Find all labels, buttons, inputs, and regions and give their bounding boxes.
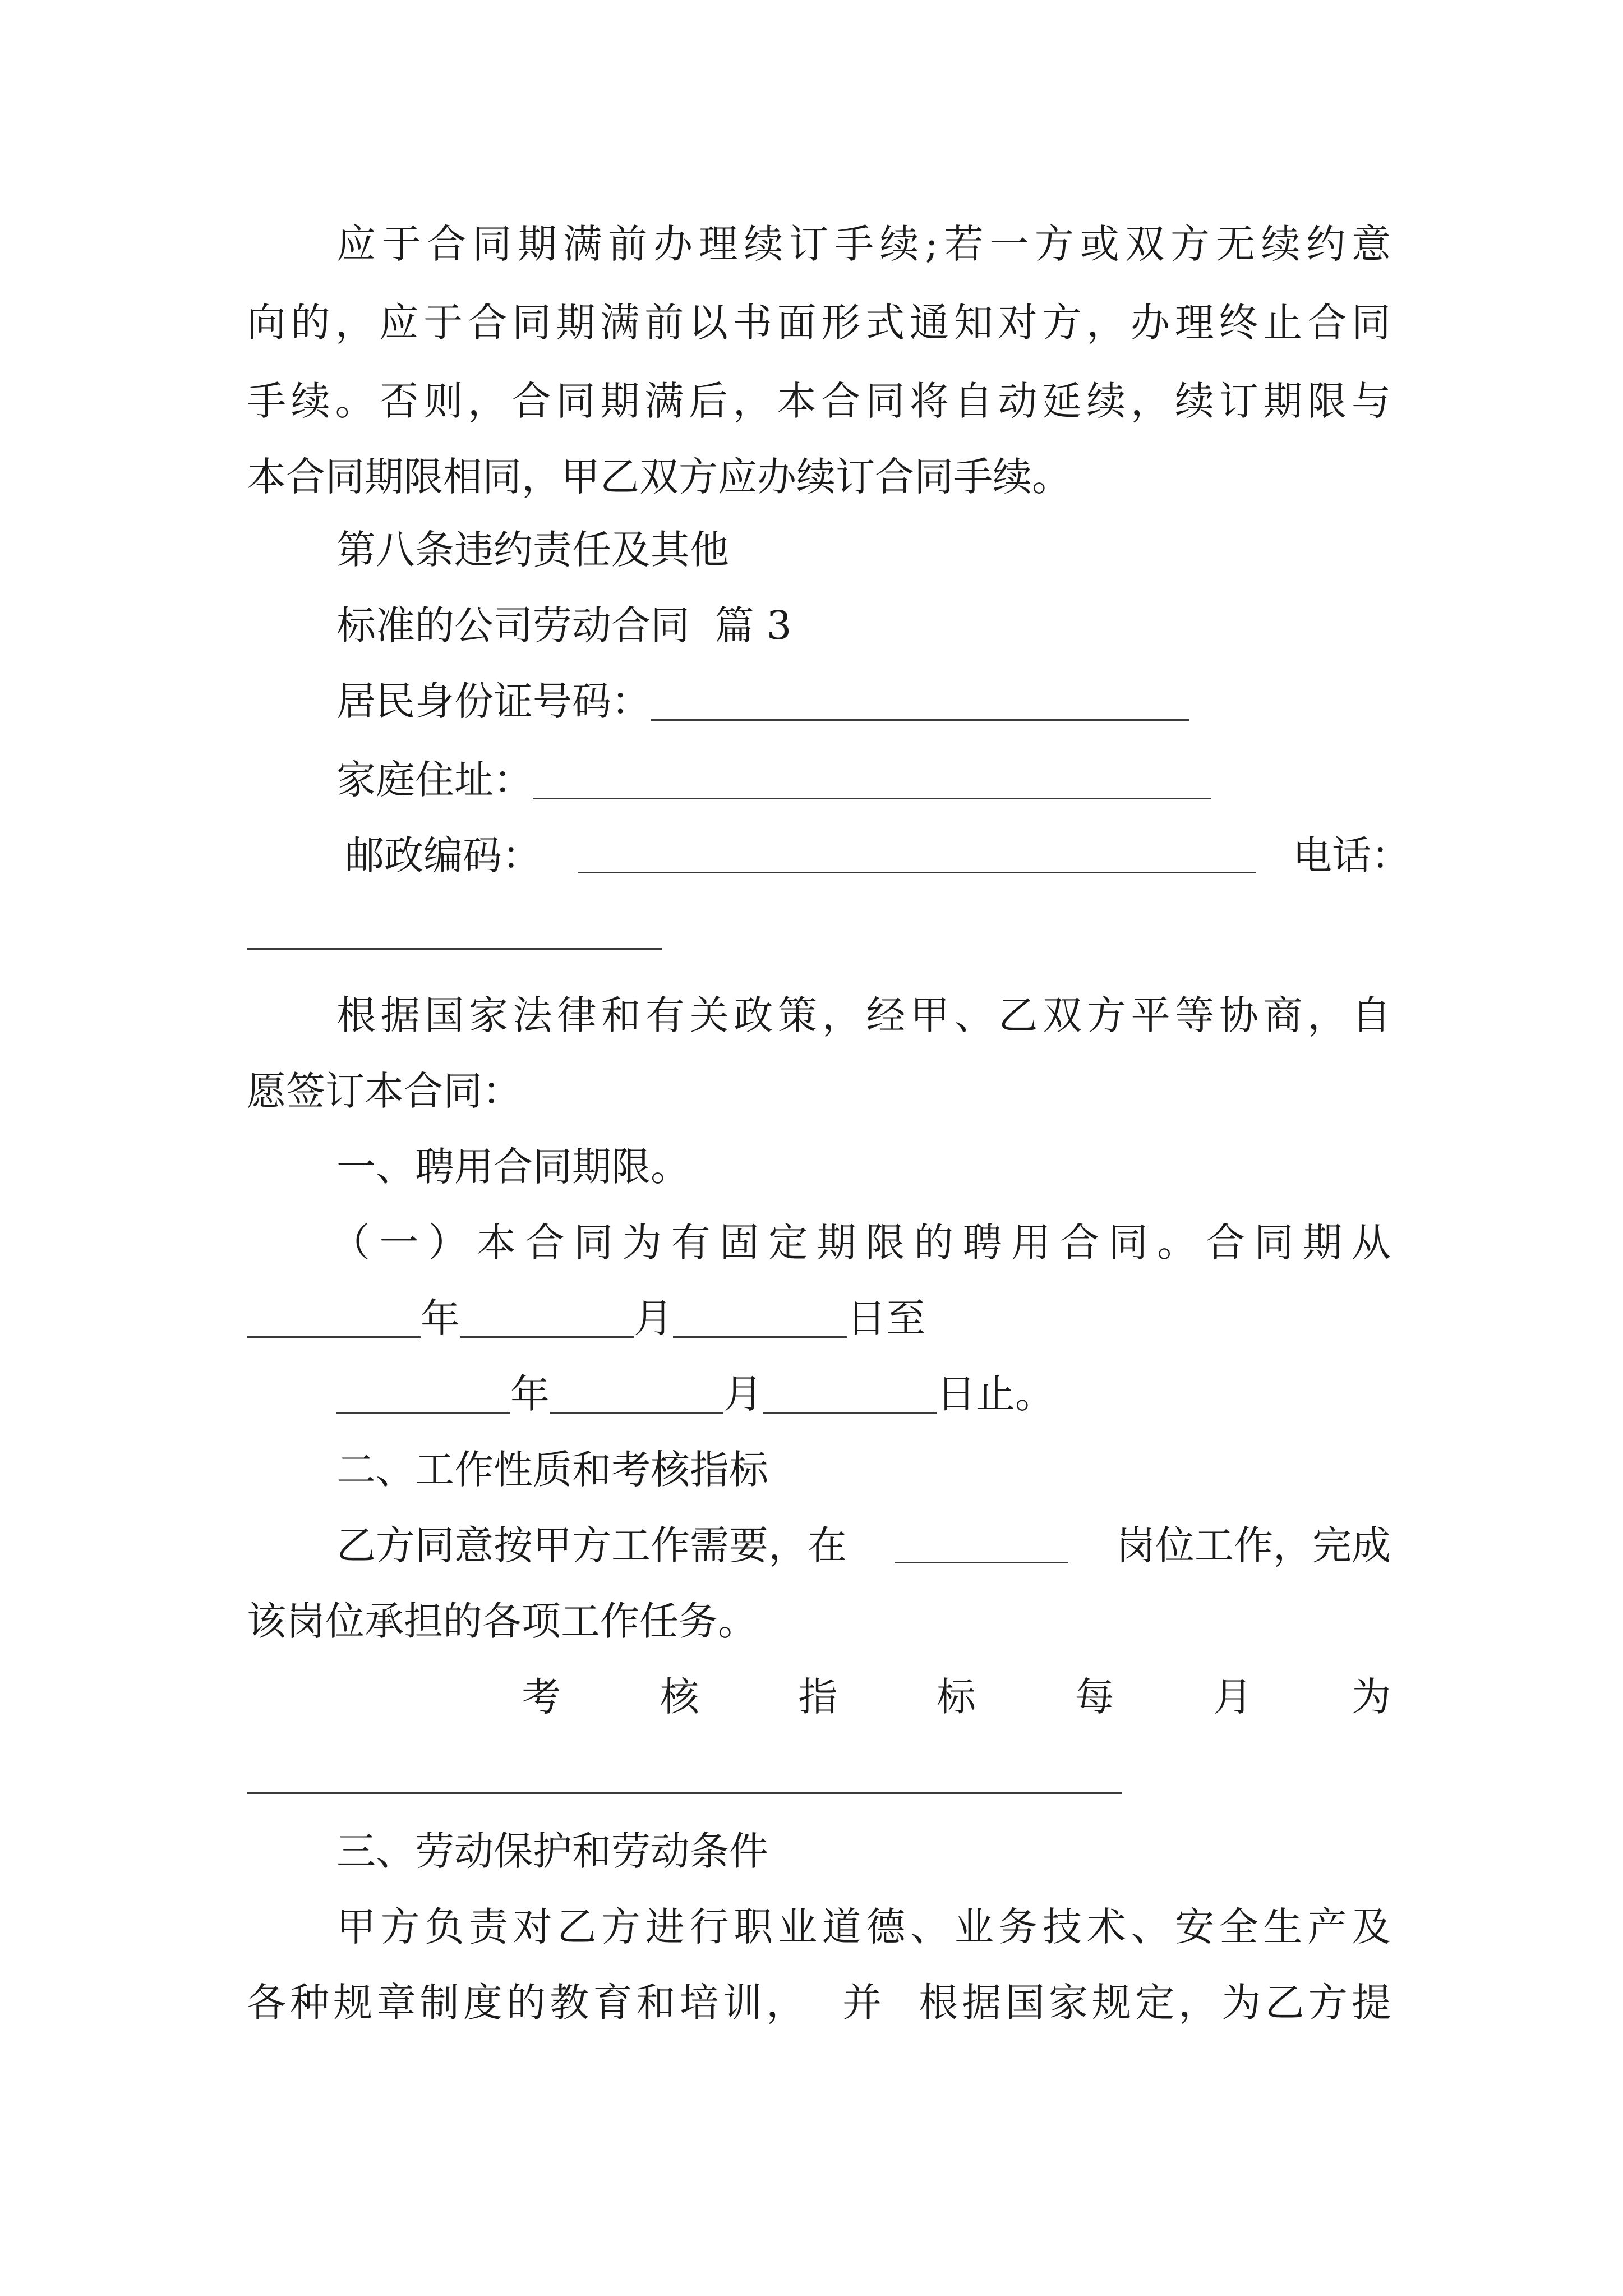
- kpi-char: 考: [522, 1674, 561, 1720]
- text: 甲方负责对乙方进行职业道德、业务技术、安全生产及: [336, 1904, 1396, 1950]
- month-blank: [460, 1300, 634, 1338]
- year-label: 年: [421, 1295, 460, 1341]
- month-label: 月: [634, 1295, 673, 1341]
- text: 乙方同意按甲方工作需要，在: [336, 1522, 847, 1568]
- section-heading: 二、工作性质和考核指标: [336, 1447, 768, 1493]
- kpi-char: 指: [798, 1674, 838, 1720]
- text: 向的，应于合同期满前以书面形式通知对方，办理终止合同: [247, 300, 1396, 346]
- paragraph-line: [336, 1904, 1396, 1950]
- zip-phone-row: [345, 832, 1410, 878]
- paragraph-line: [247, 1980, 1395, 2026]
- paragraph-line: 愿签订本合同：: [247, 1068, 522, 1114]
- kpi-char: 每: [1075, 1674, 1114, 1720]
- kpi-row: [522, 1674, 1391, 1720]
- month-blank: [550, 1376, 723, 1414]
- paragraph-line: 本合同期限相同，甲乙双方应办续订合同手续。: [247, 454, 1071, 500]
- id-number-row: [336, 678, 1391, 724]
- zip-label: 邮政编码：: [345, 832, 541, 878]
- section-heading: 一、聘用合同期限。: [336, 1144, 690, 1190]
- date-to-row: [336, 1371, 1391, 1417]
- section-heading: 三、劳动保护和劳动条件: [336, 1828, 768, 1874]
- position-row: [336, 1522, 1391, 1568]
- day-blank: [763, 1376, 937, 1414]
- zip-blank: [578, 836, 1256, 873]
- phone-blank: [247, 948, 662, 950]
- year-blank: [336, 1376, 510, 1414]
- address-blank: [533, 762, 1211, 799]
- text: 根据国家法律和有关政策，经甲、乙双方平等协商，自: [336, 992, 1396, 1038]
- text: 应于合同期满前办理续订手续;若一方或双方无续约意: [336, 221, 1397, 267]
- year-blank: [247, 1300, 421, 1338]
- text: 各种规章制度的教育和培训， 并 根据国家规定，为乙方提: [247, 1980, 1395, 2026]
- month-label: 月: [723, 1371, 763, 1417]
- position-blank: [895, 1526, 1068, 1563]
- day-to-label: 日至: [847, 1295, 925, 1341]
- year-label: 年: [510, 1371, 550, 1417]
- kpi-char: 为: [1351, 1674, 1391, 1720]
- address-label: 家庭住址：: [336, 757, 533, 803]
- text: 岗位工作，完成: [1116, 1522, 1391, 1568]
- phone-label: 电话：: [1293, 832, 1410, 878]
- kpi-char: 标: [936, 1674, 976, 1720]
- address-row: [336, 757, 1391, 803]
- paragraph-line: 该岗位承担的各项工作任务。: [247, 1598, 757, 1644]
- date-from-row: [247, 1295, 1391, 1341]
- paragraph-line: [336, 221, 1397, 267]
- text: （一）本合同为有固定期限的聘用合同。合同期从: [331, 1220, 1400, 1266]
- contract-title: 标准的公司劳动合同 篇 3: [336, 602, 792, 648]
- day-end-label: 日止。: [937, 1371, 1054, 1417]
- kpi-char: 核: [660, 1674, 699, 1720]
- paragraph-line: [247, 378, 1396, 424]
- paragraph-line: [336, 992, 1396, 1038]
- article-heading: 第八条违约责任及其他: [336, 527, 729, 573]
- id-number-label: 居民身份证号码：: [336, 678, 651, 724]
- kpi-blank: [247, 1792, 1122, 1794]
- text: 手续。否则，合同期满后，本合同将自动延续，续订期限与: [247, 378, 1396, 424]
- kpi-char: 月: [1213, 1674, 1253, 1720]
- paragraph-line: [247, 300, 1396, 346]
- day-blank: [673, 1300, 847, 1338]
- id-number-blank: [651, 683, 1189, 721]
- paragraph-line: [331, 1220, 1400, 1266]
